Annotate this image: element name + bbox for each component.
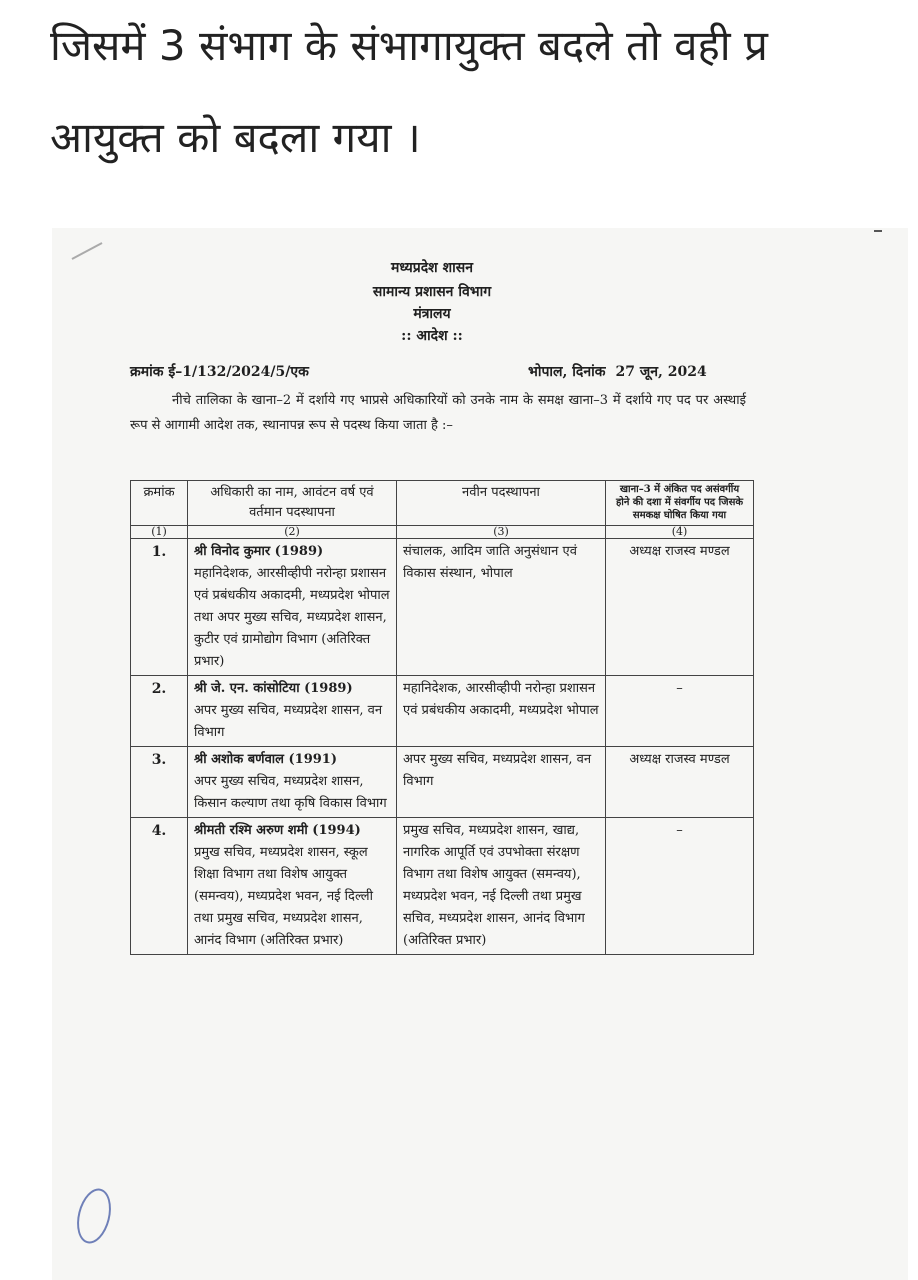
equivalent-post: – xyxy=(606,818,754,955)
current-posting: महानिदेशक, आरसीव्हीपी नरोन्हा प्रशासन एवं प्रबंधकीय अकादमी, मध्यप्रदेश भोपाल तथा अपर मुख्य सचिव, मध्यप्रदेश शासन, कुटीर एवं ग्रामोद्योग विभाग (अतिरिक्त प्रभार) xyxy=(194,566,390,669)
table-row xyxy=(131,676,754,747)
officer-cell xyxy=(188,818,397,955)
govt-header: मध्यप्रदेश शासन xyxy=(391,260,473,276)
column-number: (2) xyxy=(188,526,397,539)
officer-name: श्री विनोद कुमार (1989) xyxy=(194,544,324,559)
header-officer: अधिकारी का नाम, आवंटन वर्ष एवं वर्तमान पदस्थापना xyxy=(188,481,397,526)
new-posting: अपर मुख्य सचिव, मध्यप्रदेश शासन, वन विभाग xyxy=(397,747,606,818)
column-number: (1) xyxy=(131,526,188,539)
table-row xyxy=(131,539,754,676)
row-serial: 3. xyxy=(131,747,188,818)
headline-line-1: जिसमें 3 संभाग के संभागायुक्त बदले तो वही प्र xyxy=(50,21,768,70)
header-serial: क्रमांक xyxy=(131,481,188,526)
row-serial: 4. xyxy=(131,818,188,955)
intro-text: नीचे तालिका के खाना–2 में दर्शाये गए भाप्रसे अधिकारियों को उनके नाम के समक्ष खाना–3 में दर्शाये गए पद पर अस्थाई रूप से आगामी आदेश तक, स्थानापन्न रूप से पदस्थ किया जाता है :– xyxy=(130,393,746,433)
order-document-photo xyxy=(52,228,908,1280)
column-number: (3) xyxy=(397,526,606,539)
row-serial: 1. xyxy=(131,539,188,676)
posting-table xyxy=(130,480,754,955)
handwritten-initial xyxy=(72,1185,117,1247)
officer-cell xyxy=(188,539,397,676)
table-row xyxy=(131,747,754,818)
dept-header: सामान्य प्रशासन विभाग xyxy=(372,284,492,300)
office-header: मंत्रालय xyxy=(413,306,451,322)
post-headline xyxy=(50,0,918,184)
equivalent-post: अध्यक्ष राजस्व मण्डल xyxy=(606,539,754,676)
headline-line-2: आयुक्त को बदला गया । xyxy=(50,113,421,162)
column-number: (4) xyxy=(606,526,754,539)
header-equivalent-post: खाना–3 में अंकित पद असंवर्गीय होने की दशा में संवर्गीय पद जिसके समकक्ष घोषित किया गया xyxy=(606,481,754,526)
current-posting: अपर मुख्य सचिव, मध्यप्रदेश शासन, किसान कल्याण तथा कृषि विकास विभाग xyxy=(194,774,387,811)
order-reference-number: क्रमांक ई–1/132/2024/5/एक xyxy=(130,364,309,380)
officer-name: श्री जे. एन. कांसोटिया (1989) xyxy=(194,681,353,696)
table-header-row xyxy=(131,481,754,526)
current-posting: प्रमुख सचिव, मध्यप्रदेश शासन, स्कूल शिक्षा विभाग तथा विशेष आयुक्त (समन्वय), मध्यप्रदेश भवन, नई दिल्ली तथा प्रमुख सचिव, मध्यप्रदेश शासन, आनंद विभाग (अतिरिक्त प्रभार) xyxy=(194,845,373,948)
order-place: भोपाल, दिनांक xyxy=(528,364,606,380)
officer-cell xyxy=(188,747,397,818)
officer-cell xyxy=(188,676,397,747)
column-number-row xyxy=(131,526,754,539)
order-intro-paragraph xyxy=(130,388,746,438)
current-posting: अपर मुख्य सचिव, मध्यप्रदेश शासन, वन विभाग xyxy=(194,703,383,740)
header-new-posting: नवीन पदस्थापना xyxy=(397,481,606,526)
equivalent-post: – xyxy=(606,676,754,747)
equivalent-post: अध्यक्ष राजस्व मण्डल xyxy=(606,747,754,818)
order-title: :: आदेश :: xyxy=(401,328,463,344)
row-serial: 2. xyxy=(131,676,188,747)
officer-name: श्री अशोक बर्णवाल (1991) xyxy=(194,752,337,767)
table-row xyxy=(131,818,754,955)
order-date: 27 जून, 2024 xyxy=(615,364,707,380)
corner-mark xyxy=(874,230,882,232)
order-place-date xyxy=(528,362,707,381)
officer-name: श्रीमती रश्मि अरुण शमी (1994) xyxy=(194,823,361,838)
new-posting: प्रमुख सचिव, मध्यप्रदेश शासन, खाद्य, नागरिक आपूर्ति एवं उपभोक्ता संरक्षण विभाग तथा विशेष आयुक्त (समन्वय), मध्यप्रदेश भवन, नई दिल्ली तथा प्रमुख सचिव, मध्यप्रदेश शासन, आनंद विभाग (अतिरिक्त प्रभार) xyxy=(397,818,606,955)
new-posting: महानिदेशक, आरसीव्हीपी नरोन्हा प्रशासन एवं प्रबंधकीय अकादमी, मध्यप्रदेश भोपाल xyxy=(397,676,606,747)
new-posting: संचालक, आदिम जाति अनुसंधान एवं विकास संस्थान, भोपाल xyxy=(397,539,606,676)
